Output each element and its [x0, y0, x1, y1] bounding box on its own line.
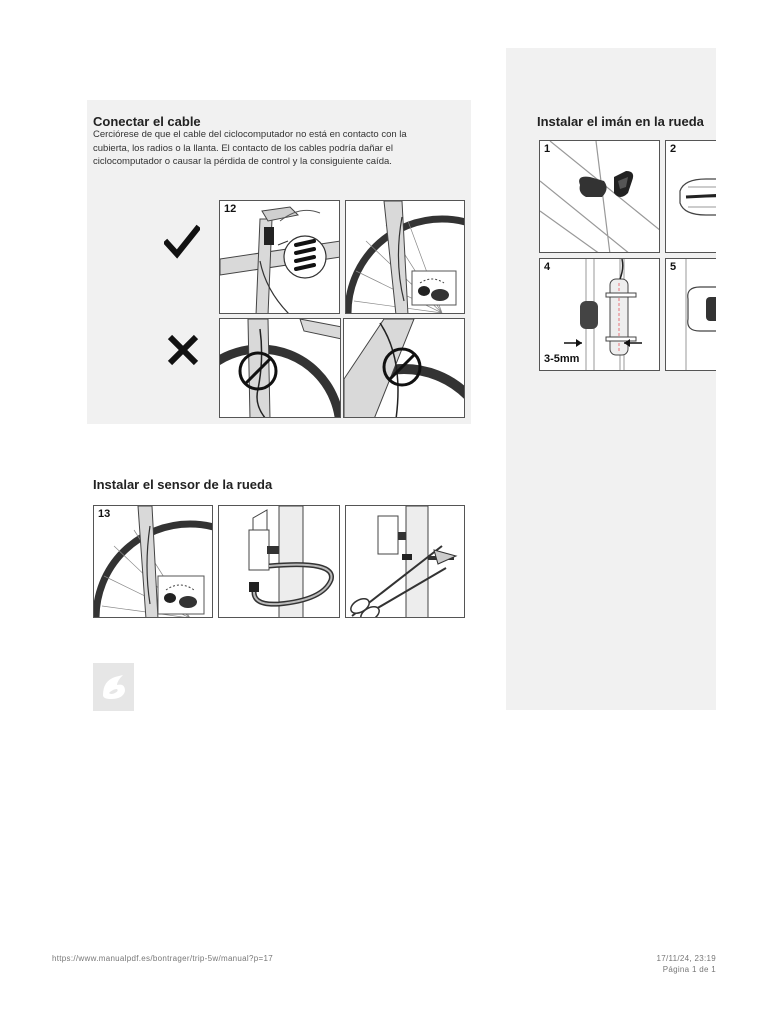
step-number: 1 [544, 143, 551, 155]
checkmark-icon [164, 224, 200, 260]
magnet-section-title: Instalar el imán en la rueda [537, 114, 704, 129]
magnet-step-1-illustration [539, 140, 660, 253]
step-number: 12 [224, 203, 237, 215]
step-number: 5 [670, 261, 677, 273]
sensor-trim-tie-illustration [345, 505, 465, 618]
sensor-section-title: Instalar el sensor de la rueda [93, 477, 273, 492]
magnet-step-5-illustration [665, 258, 716, 371]
cable-incorrect-spokes-illustration [343, 318, 465, 418]
cable-section-title: Conectar el cable [93, 114, 201, 129]
cable-step-12-illustration [219, 200, 340, 314]
cable-section-text: Cerciórese de que el cable del ciclocomputador no está en contacto con la cubierta, los radios o la llanta. El contacto de los cables podría dañar el ciclocomputador o causar la pérdida de control y la consiguiente caída. [93, 129, 407, 167]
step-number: 2 [670, 143, 677, 155]
gap-measurement-label: 3-5mm [544, 353, 580, 365]
sensor-zip-tie-illustration [218, 505, 340, 618]
footer-datetime: 17/11/24, 23:19 [656, 954, 716, 963]
magnet-step-4-illustration [539, 258, 660, 371]
footer-page-number: Página 1 de 1 [662, 965, 716, 974]
magnet-section-panel [506, 48, 716, 710]
bontrager-logo-icon [93, 663, 134, 711]
footer-url[interactable]: https://www.manualpdf.es/bontrager/trip-5w/manual?p=17 [52, 954, 273, 963]
cable-correct-wheel-illustration [345, 200, 465, 314]
cable-incorrect-tire-illustration [219, 318, 341, 418]
step-number: 13 [98, 508, 111, 520]
x-mark-icon [166, 333, 200, 367]
step-number: 4 [544, 261, 551, 273]
magnet-step-2-illustration [665, 140, 716, 253]
sensor-step-13-illustration [93, 505, 213, 618]
